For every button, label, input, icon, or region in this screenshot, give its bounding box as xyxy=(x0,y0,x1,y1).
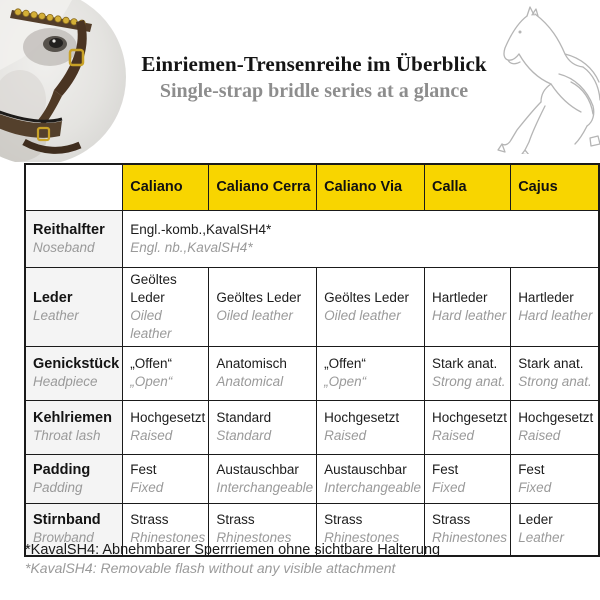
row-label-de: Genickstück xyxy=(33,356,120,372)
cell-leather-caliano-via xyxy=(317,267,425,346)
cell-value-de: Engl.-komb.,KavalSH4* xyxy=(130,221,272,237)
cell-value-de: Stark anat. xyxy=(518,356,584,371)
row-label-padding xyxy=(25,454,123,503)
table-row-throat-lash xyxy=(25,400,599,454)
cell-throat-cajus xyxy=(511,400,599,454)
column-header-cajus: Cajus xyxy=(511,164,599,210)
cell-value-en: Oiled leather xyxy=(130,307,172,341)
cell-headpiece-caliano-via xyxy=(317,346,425,400)
cell-value-de: Geöltes Leder xyxy=(216,289,302,305)
horse-sketch-illustration xyxy=(475,4,600,154)
bridle-comparison-table xyxy=(24,163,600,557)
cell-value-de: Stark anat. xyxy=(431,356,498,371)
cell-value-en: Strong anat. xyxy=(431,374,506,389)
cell-value-de: Hochgesetzt xyxy=(324,410,400,425)
cell-value-en: Fixed xyxy=(518,479,552,495)
cell-value-de: Hochgesetzt xyxy=(518,410,594,425)
row-label-noseband xyxy=(25,210,123,267)
cell-throat-caliano xyxy=(123,400,209,454)
cell-value-en: Raised xyxy=(324,428,367,443)
cell-throat-caliano-via xyxy=(317,400,425,454)
row-label-de: Padding xyxy=(33,461,91,478)
cell-value-en: Anatomical xyxy=(216,374,284,389)
cell-value-en: „Open“ xyxy=(324,374,367,389)
cell-padding-caliano-via xyxy=(317,454,425,503)
column-header-caliano-via: Caliano Via xyxy=(317,164,425,210)
masthead xyxy=(0,0,600,163)
row-label-de: Reithalfter xyxy=(33,221,105,238)
title-block xyxy=(118,52,510,103)
cell-value-en: Interchangeable xyxy=(216,479,314,495)
row-label-de: Leder xyxy=(33,289,73,306)
cell-value-de: Fest xyxy=(431,461,459,477)
row-label-en: Headpiece xyxy=(33,374,98,389)
cell-headpiece-caliano-cerra xyxy=(209,346,317,400)
cell-value-en: Hard leather xyxy=(518,307,593,323)
row-label-en: Padding xyxy=(33,479,83,495)
cell-value-de: „Offen“ xyxy=(324,356,366,371)
horse-photo xyxy=(0,0,128,162)
row-label-de: Stirnband xyxy=(33,512,101,529)
cell-leather-calla xyxy=(424,267,510,346)
cell-value-en: Oiled leather xyxy=(216,307,293,323)
cell-value-de: Hochgesetzt xyxy=(431,410,508,425)
cell-headpiece-calla xyxy=(424,346,510,400)
row-label-en: Leather xyxy=(33,307,79,323)
cell-headpiece-cajus xyxy=(511,346,599,400)
cell-padding-caliano xyxy=(123,454,209,503)
cell-value-de: Geöltes Leder xyxy=(324,289,409,305)
cell-leather-cajus xyxy=(511,267,599,346)
column-header-calla: Calla xyxy=(424,164,510,210)
cell-value-en: Hard leather xyxy=(431,307,507,323)
cell-value-de: Hartleder xyxy=(518,289,574,305)
cell-value-en: Interchangeable xyxy=(324,479,421,495)
cell-value-de: Austauschbar xyxy=(324,461,407,477)
cell-value-en: Rhinestones xyxy=(324,530,400,546)
cell-value-en: Fixed xyxy=(431,479,465,495)
cell-value-en: Raised xyxy=(431,428,474,443)
cell-value-de: Strass xyxy=(130,512,169,528)
cell-value-de: Fest xyxy=(518,461,545,477)
header-row xyxy=(25,164,599,210)
page-title: Einriemen-Trensenreihe im Überblick xyxy=(141,52,487,76)
cell-value-de: „Offen“ xyxy=(130,356,173,371)
row-label-de: Kehlriemen xyxy=(33,410,112,426)
cell-value-en: Raised xyxy=(130,428,173,443)
cell-value-de: Austauschbar xyxy=(216,461,299,477)
cell-value-en: Oiled leather xyxy=(324,307,401,323)
cell-value-de: Geöltes Leder xyxy=(130,271,177,305)
footnote-en: *KavalSH4: Removable flash without any visible attachment xyxy=(25,560,396,576)
cell-value-en: „Open“ xyxy=(130,374,173,389)
cell-noseband-all xyxy=(123,210,599,267)
cell-padding-caliano-cerra xyxy=(209,454,317,503)
cell-value-de: Strass xyxy=(324,512,363,528)
cell-value-de: Fest xyxy=(130,461,157,477)
table-row-leather xyxy=(25,267,599,346)
cell-leather-caliano xyxy=(123,267,209,346)
cell-value-en: Standard xyxy=(216,428,272,443)
cell-value-de: Anatomisch xyxy=(216,356,287,371)
cell-value-en: Fixed xyxy=(130,479,164,495)
row-label-en: Noseband xyxy=(33,239,95,255)
row-label-leather xyxy=(25,267,123,346)
cell-value-en: Leather xyxy=(518,530,564,546)
cell-value-de: Hochgesetzt xyxy=(130,410,206,425)
column-header-caliano-cerra: Caliano Cerra xyxy=(209,164,317,210)
cell-value-de: Strass xyxy=(216,512,255,528)
cell-headpiece-caliano xyxy=(123,346,209,400)
cell-value-de: Hartleder xyxy=(431,289,488,305)
row-label-en: Throat lash xyxy=(33,428,101,443)
cell-value-en: Rhinestones xyxy=(130,530,206,546)
footnote xyxy=(25,541,575,577)
cell-value-de: Leder xyxy=(518,512,553,528)
row-label-throat-lash xyxy=(25,400,123,454)
row-label-headpiece xyxy=(25,346,123,400)
cell-throat-caliano-cerra xyxy=(209,400,317,454)
page-subtitle: Single-strap bridle series at a glance xyxy=(159,80,469,102)
row-label-en: Browband xyxy=(33,530,94,546)
cell-value-en: Raised xyxy=(518,428,561,443)
cell-throat-calla xyxy=(424,400,510,454)
cell-value-de: Strass xyxy=(431,512,471,528)
column-header-caliano: Caliano xyxy=(123,164,209,210)
cell-value-en: Strong anat. xyxy=(518,374,592,389)
cell-value-en: Rhinestones xyxy=(216,530,292,546)
cell-padding-calla xyxy=(424,454,510,503)
cell-value-en: Rhinestones xyxy=(431,530,508,546)
cell-value-en: Engl. nb.,KavalSH4* xyxy=(130,239,253,255)
footnote-de: *KavalSH4: Abnehmbarer Sperrriemen ohne sichtbare Halterung xyxy=(25,542,441,558)
corner-cell xyxy=(25,164,123,210)
table-row-noseband xyxy=(25,210,599,267)
table-row-headpiece xyxy=(25,346,599,400)
cell-value-de: Standard xyxy=(216,410,272,425)
cell-leather-caliano-cerra xyxy=(209,267,317,346)
table-row-padding xyxy=(25,454,599,503)
cell-padding-cajus xyxy=(511,454,599,503)
